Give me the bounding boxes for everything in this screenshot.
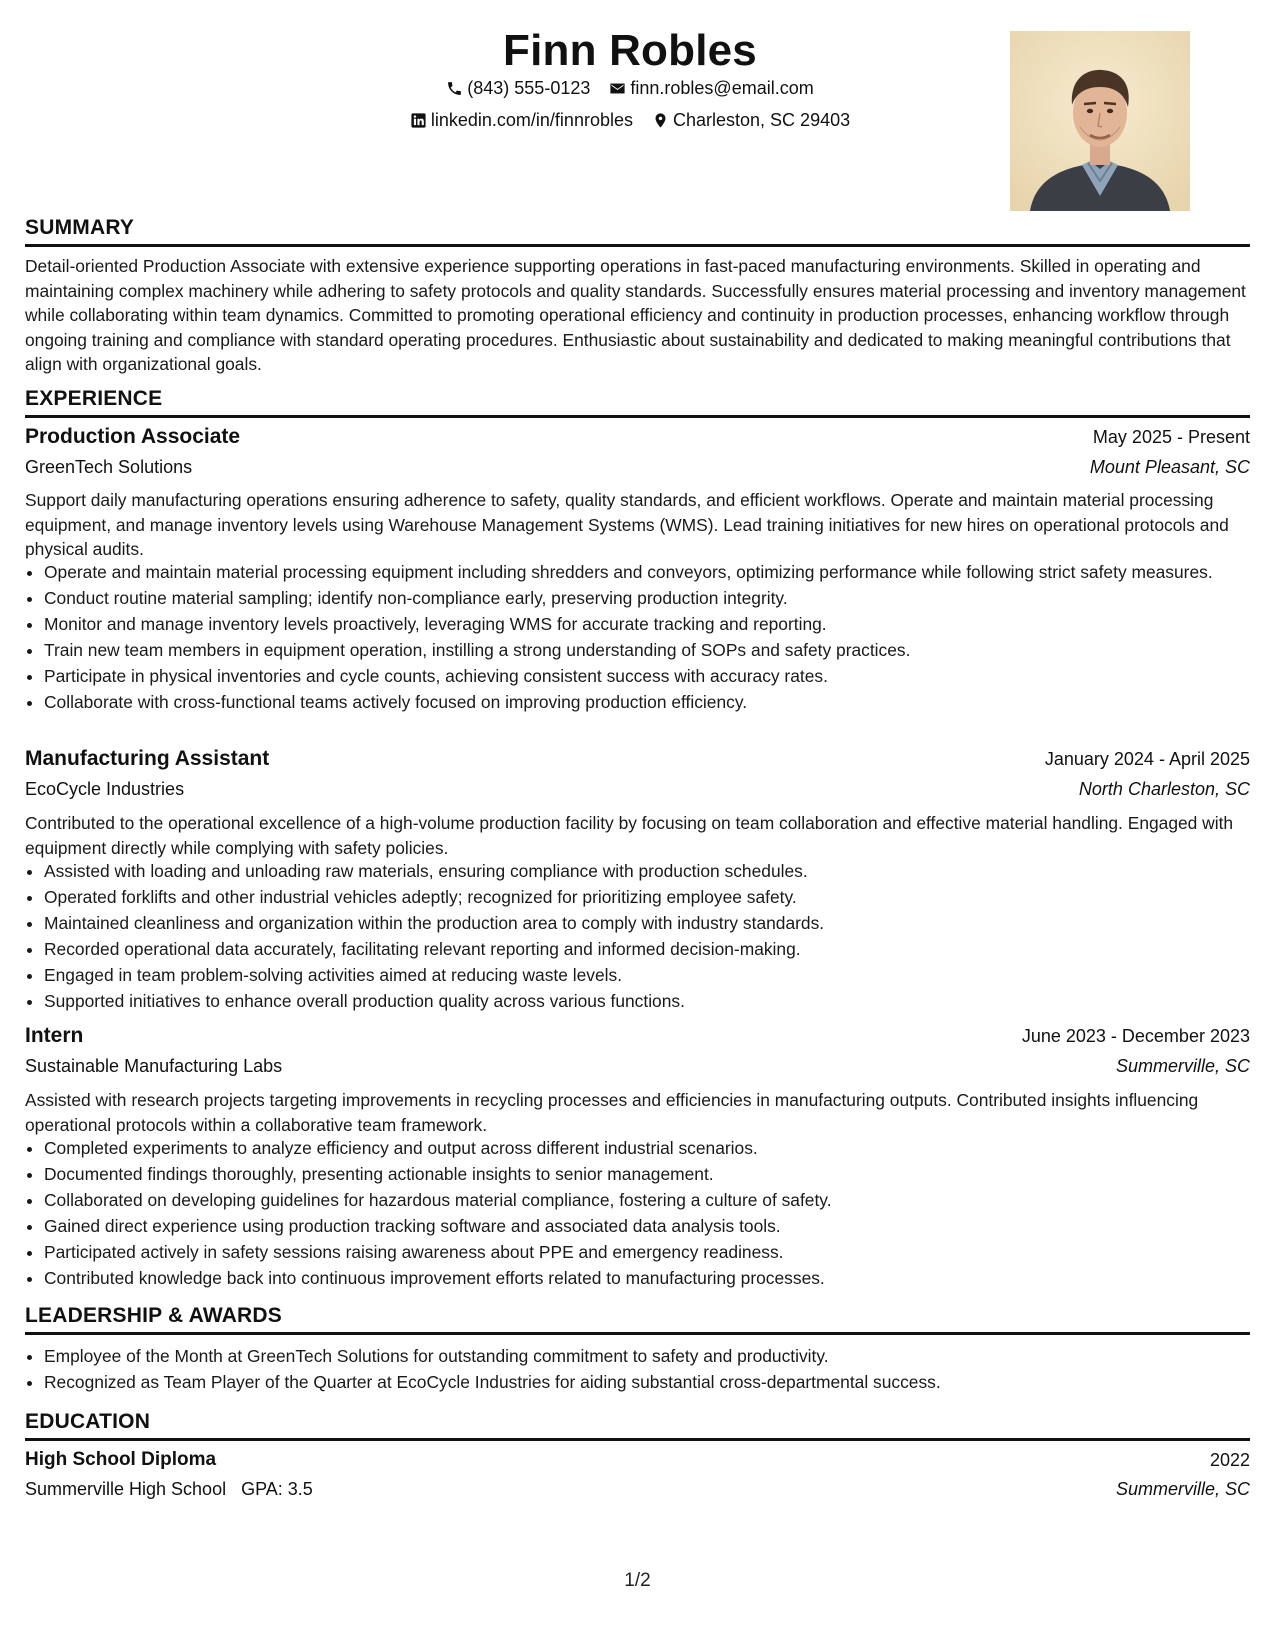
linkedin-icon (410, 112, 427, 129)
list-item: • Employee of the Month at GreenTech Solutions for outstanding commitment to safety and productivity. (44, 1344, 1269, 1368)
list-item: • Participated actively in safety sessions raising awareness about PPE and emergency readiness. (44, 1240, 1269, 1264)
awards-divider (25, 1332, 1250, 1335)
list-item: • Recorded operational data accurately, facilitating relevant reporting and informed decision-making. (44, 937, 1269, 961)
phone-icon (446, 80, 463, 97)
page-number: 1/2 (624, 1570, 651, 1591)
job-description: Assisted with research projects targeting improvements in recycling processes and efficiencies in manufacturing outputs. Contributed insights influencing operational protocols within a collaborative team framework. (25, 1090, 1199, 1135)
resume-header (25, 20, 1235, 220)
job-title: Production Associate (25, 425, 241, 448)
candidate-name: Finn Robles (503, 26, 757, 75)
list-item: • Collaborated on developing guidelines for hazardous material compliance, fostering a culture of safety. (44, 1188, 1269, 1212)
job-bullets (25, 560, 1269, 716)
list-item: • Collaborate with cross-functional teams actively focused on improving production efficiency. (44, 690, 1269, 714)
list-item: • Conduct routine material sampling; identify non-compliance early, preserving production integrity. (44, 586, 1269, 610)
experience-heading: EXPERIENCE (25, 387, 163, 410)
job-company: GreenTech Solutions (25, 457, 193, 477)
job-location: North Charleston, SC (1078, 779, 1250, 799)
education-heading: EDUCATION (25, 1410, 151, 1433)
location-text: Charleston, SC 29403 (673, 110, 851, 130)
job-location: Summerville, SC (1115, 1056, 1250, 1076)
linkedin-contact[interactable] (410, 110, 633, 131)
experience-divider (25, 415, 1250, 418)
list-item: • Maintained cleanliness and organization within the production area to comply with industry standards. (44, 911, 1269, 935)
list-item: • Supported initiatives to enhance overall production quality across various functions. (44, 989, 1269, 1013)
list-item: • Train new team members in equipment operation, instilling a strong understanding of SOPs and safety practices. (44, 638, 1269, 662)
job-company: EcoCycle Industries (25, 779, 185, 799)
list-item: • Operate and maintain material processing equipment including shredders and conveyors, optimizing performance while following strict safety measures. (44, 560, 1269, 584)
job-description: Support daily manufacturing operations ensuring adherence to safety, quality standards, and efficient workflows. Operate and maintain material processing equipment, and manage inventory levels using Warehouse Management Systems (WMS). Lead training initiatives for new hires on operational protocols and physical audits. (25, 490, 1229, 559)
job-bullets (25, 859, 1269, 1015)
job-title: Intern (25, 1024, 84, 1047)
list-item: • Assisted with loading and unloading raw materials, ensuring compliance with production schedules. (44, 859, 1269, 883)
education-school-line (25, 1479, 313, 1500)
phone-contact (446, 78, 590, 99)
education-gpa: GPA: 3.5 (241, 1479, 313, 1499)
map-pin-icon (652, 112, 669, 129)
location-contact (652, 110, 850, 131)
email-contact[interactable] (609, 78, 813, 99)
job-dates: June 2023 - December 2023 (1021, 1026, 1250, 1046)
list-item: • Documented findings thoroughly, presenting actionable insights to senior management. (44, 1162, 1269, 1186)
awards-heading: LEADERSHIP & AWARDS (25, 1304, 282, 1327)
summary-text: Detail-oriented Production Associate with extensive experience supporting operations in fast-paced manufacturing environments. Skilled in operating and maintaining complex machinery while adhering to safety protocols and quality standards. Successfully ensures material processing and inventory management while collaborating within team dynamics. Committed to promoting operational efficiency and continuity in production processes, enhancing workflow through ongoing training and compliance with standard operating procedures. Enthusiastic about sustainability and dedicated to making meaningful contributions that align with organizational goals. (25, 256, 1246, 374)
job-bullets (25, 1136, 1269, 1292)
list-item: • Gained direct experience using production tracking software and associated data analysis tools. (44, 1214, 1269, 1238)
email-text[interactable]: finn.robles@email.com (630, 78, 814, 98)
job-company: Sustainable Manufacturing Labs (25, 1056, 283, 1076)
list-item: • Recognized as Team Player of the Quarter at EcoCycle Industries for aiding substantial cross-departmental success. (44, 1370, 1269, 1394)
summary-heading: SUMMARY (25, 216, 135, 239)
education-location: Summerville, SC (1115, 1479, 1250, 1499)
phone-text: (843) 555-0123 (467, 78, 591, 98)
job-dates: January 2024 - April 2025 (1044, 749, 1250, 769)
education-divider (25, 1438, 1250, 1441)
job-dates: May 2025 - Present (1092, 427, 1250, 447)
education-degree: High School Diploma (25, 1449, 217, 1470)
list-item: • Monitor and manage inventory levels proactively, leveraging WMS for accurate tracking and reporting. (44, 612, 1269, 636)
linkedin-text[interactable]: linkedin.com/in/finnrobles (430, 110, 633, 130)
list-item: • Participate in physical inventories and cycle counts, achieving consistent success with accuracy rates. (44, 664, 1269, 688)
profile-photo (1010, 31, 1190, 211)
education-school: Summerville High School (25, 1479, 227, 1499)
education-year: 2022 (1209, 1450, 1250, 1470)
job-title: Manufacturing Assistant (25, 747, 270, 770)
envelope-icon (609, 80, 626, 97)
job-location: Mount Pleasant, SC (1089, 457, 1250, 477)
list-item: • Completed experiments to analyze efficiency and output across different industrial scenarios. (44, 1136, 1269, 1160)
awards-bullets (25, 1344, 1269, 1396)
list-item: • Contributed knowledge back into continuous improvement efforts related to manufacturing processes. (44, 1266, 1269, 1290)
summary-divider (25, 244, 1250, 247)
job-description: Contributed to the operational excellence of a high-volume production facility by focusing on team collaboration and effective material handling. Engaged with equipment directly while complying with safety policies. (25, 813, 1234, 858)
list-item: • Operated forklifts and other industrial vehicles adeptly; recognized for prioritizing employee safety. (44, 885, 1269, 909)
list-item: • Engaged in team problem-solving activities aimed at reducing waste levels. (44, 963, 1269, 987)
